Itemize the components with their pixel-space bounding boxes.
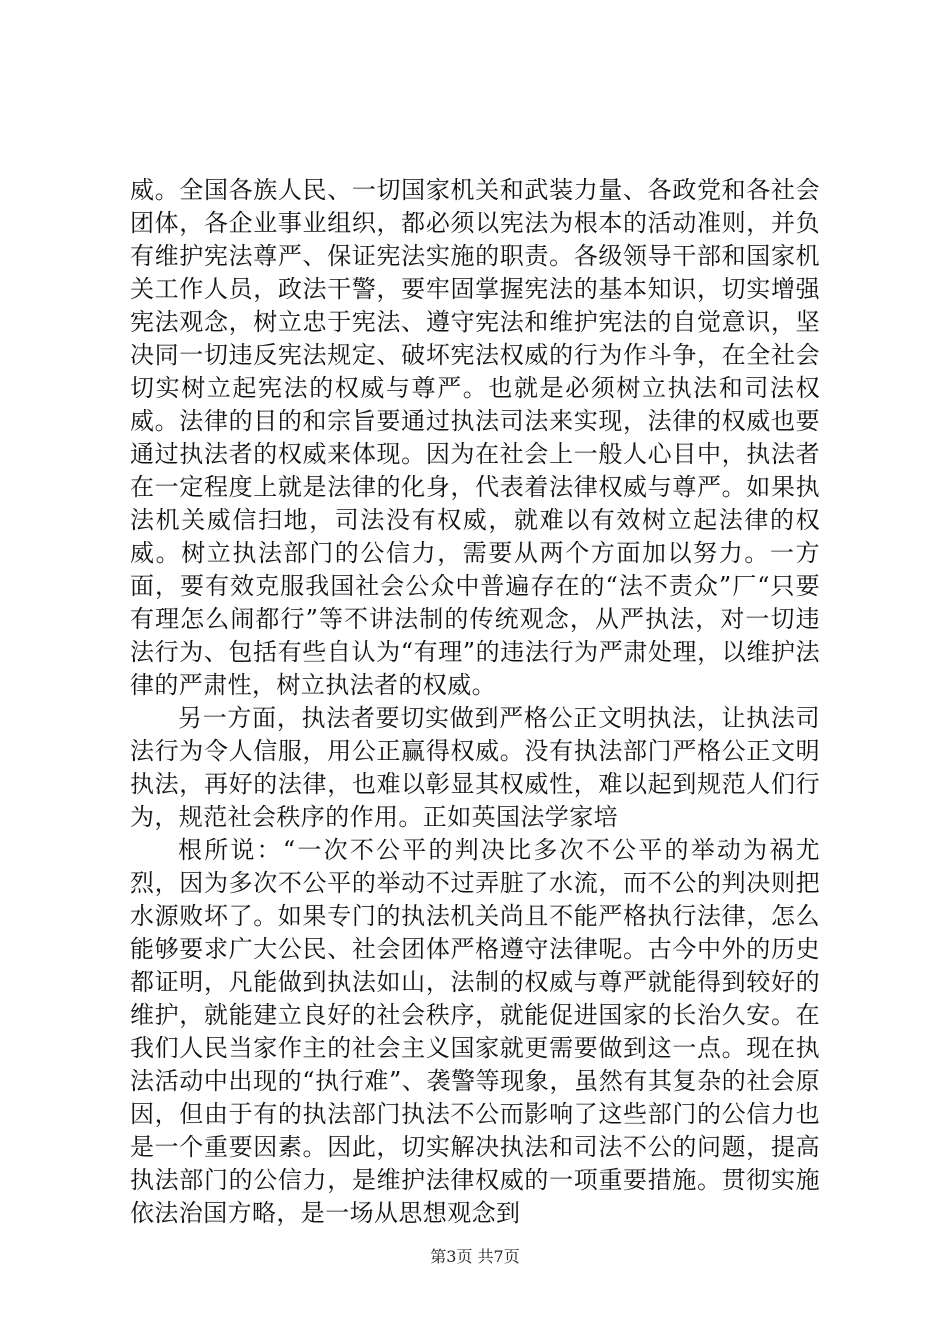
paragraph-1: 威。全国各族人民、一切国家机关和武装力量、各政党和各社会团体，各企业事业组织，都必须以宪法为根本的活动准则，并负有维护宪法尊严、保证宪法实施的职责。各级领导干部和国家机关工作人员，政法干警，要牢固掌握宪法的基本知识，切实增强宪法观念，树立忠于宪法、遵守宪法和维护宪法的自觉意识，坚决同一切违反宪法规定、破坏宪法权威的行为作斗争，在全社会切实树立起宪法的权威与尊严。也就是必须树立执法和司法权威。法律的目的和宗旨要通过执法司法来实现，法律的权威也要通过执法者的权威来体现。因为在社会上一般人心目中，执法者在一定程度上就是法律的化身，代表着法律权威与尊严。如果执法机关威信扫地，司法没有权威，就难以有效树立起法律的权威。树立执法部门的公信力，需要从两个方面加以努力。一方面，要有效克服我国社会公众中普遍存在的“法不责众”厂“只要有理怎么闹都行”等不讲法制的传统观念，从严执法，对一切违法行为、包括有些自认为“有理”的违法行为严肃处理，以维护法律的严肃性，树立执法者的权威。 — [130, 176, 820, 699]
paragraph-2: 另一方面，执法者要切实做到严格公正文明执法，让执法司法行为令人信服，用公正赢得权威。没有执法部门严格公正文明执法，再好的法律，也难以彰显其权威性，难以起到规范人们行为，规范社会秩序的作用。正如英国法学家培 — [130, 704, 820, 831]
paragraph-3: 根所说：“一次不公平的判决比多次不公平的举动为祸尤烈，因为多次不公平的举动不过弄脏了水流，而不公的判决则把水源败坏了。如果专门的执法机关尚且不能严格执行法律，怎么能够要求广大公民、社会团体严格遵守法律呢。古今中外的历史都证明，凡能做到执法如山，法制的权威与尊严就能得到较好的维护，就能建立良好的社会秩序，就能促进国家的长治久安。在我们人民当家作主的社会主义国家就更需要做到这一点。现在执法活动中出现的“执行难”、袭警等现象，虽然有其复杂的社会原因，但由于有的执法部门执法不公而影响了这些部门的公信力也是一个重要因素。因此，切实解决执法和司法不公的问题，提高执法部门的公信力，是维护法律权威的一项重要措施。贯彻实施依法治国方略，是一场从思想观念到 — [130, 836, 820, 1227]
document-body — [130, 174, 820, 1230]
page-number-footer: 第3页 共7页 — [430, 1247, 520, 1266]
